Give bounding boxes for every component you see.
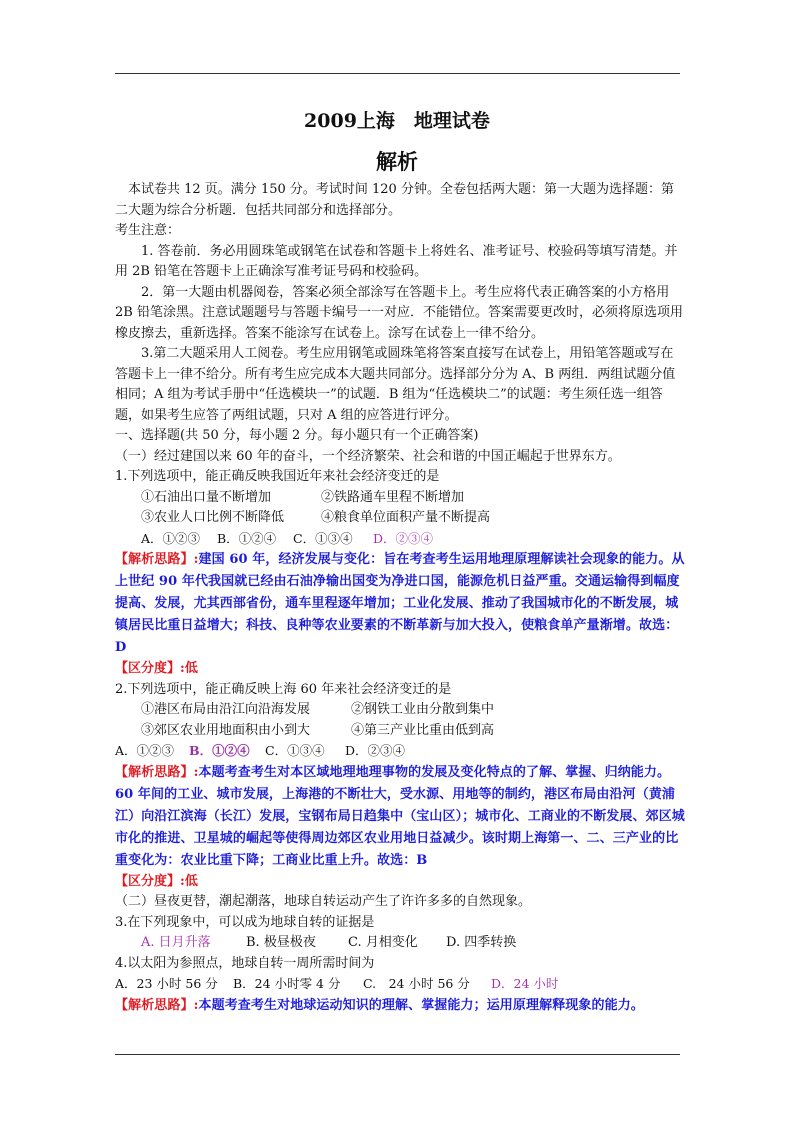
q1-stem: 1.下列选项中，能正确反映我国近年来社会经济变迁的是 [115,469,440,484]
top-rule [115,73,680,74]
q4-option-b: B．24 小时零 4 分 [233,976,341,991]
q2-statements-row-2 [115,721,685,742]
group-2-intro: （二）昼夜更替，潮起潮落，地球自转运动产生了许许多多的自然现象。 [115,894,532,909]
q2-statement-2: ②钢铁工业由分散到集中 [351,702,495,717]
page-title: 2009上海 地理试卷 [304,110,490,132]
q4-analysis-tag: 【解析思路】: [115,997,199,1013]
q1-options [115,529,685,550]
q3-option-b: B. 极昼极夜 [246,935,316,950]
q1-statement-1: ①石油出口量不断增加 [141,489,272,505]
q2-statement-4: ④第三产业比重由低到高 [351,722,495,738]
q4-stem: 4.以太阳为参照点，地球自转一周所需时间为 [115,955,375,971]
q4-option-a: A．23 小时 56 分 [115,976,218,991]
notice-item-2: 2．第一大题由机器阅卷，答案必须全部涂写在答题卡上。考生应将代表正确答案的小方格用 2B 铅笔涂黑。注意试题题号与答题卡编号一一对应．不能错位。答案需要更改时，必须将原选项用橡皮擦去，重新选择。答案不能涂写在试卷上。涂写在试卷上一律不给分。 [115,284,683,341]
q2-stem: 2.下列选项中，能正确反映上海 60 年来社会经济变迁的是 [115,681,452,697]
q2-option-a: A．①②③ [115,743,175,758]
page-subtitle: 解析 [376,149,418,174]
q1-statements-row-2 [115,508,685,529]
q1-option-b: B．①②④ [217,530,277,546]
q3-option-a: A. 日月升落 [141,935,211,950]
q2-options [115,741,685,762]
q4-analysis: 【解析思路】:本题考查考生对地球运动知识的理解、掌握能力；运用原理解释现象的能力。 [115,997,644,1013]
q1-statement-3: ③农业人口比例不断降低 [141,510,285,525]
q2-statement-3: ③郊区农业用地面积由小到大 [141,722,311,738]
q1-option-d: D．②③④ [373,530,434,546]
q1-option-c: C．①③④ [293,530,353,546]
q1-statement-4: ④粮食单位面积产量不断提高 [321,510,491,525]
q2-statement-1: ①港区布局由沿江向沿海发展 [141,702,311,717]
q2-option-d: D．②③④ [345,743,406,758]
q2-difficulty: 【区分度】:低 [115,873,198,889]
q3-option-c: C. 月相变化 [348,935,418,950]
q2-analysis: 【解析思路】:本题考查考生对本区域地理地理事物的发展及变化特点的了解、掌握、归纳能力。60 年间的工业、城市发展，上海港的不断壮大，受水源、用地等的制约，港区布局由沿河（黄浦江）向沿江滨海（长江）发展，宝钢布局日趋集中（宝山区）；城市化、工商业的不断发展、郊区城市化的推进、卫星城的崛起等使得周边郊区农业用地日益减少。该时期上海第一、二、三产业的比重变化为：农业比重下降；工商业比重上升。故选：B [115,764,685,868]
q2-option-b: B．①②④ [189,743,250,758]
q1-statement-2: ②铁路通车里程不断增加 [321,489,465,505]
q1-statements-row-1 [115,488,685,509]
q1-option-a: A．①②③ [141,530,201,546]
q2-option-c: C．①③④ [265,743,325,758]
notice-item-3: 3.第二大题采用人工阅卷。考生应用钢笔或圆珠笔将答案直接写在试卷上，用铅笔答题或写在答题卡上一律不给分。所有考生应完成本大题共同部分。选择部分分为 A、B 两组．两组试题分值相同；A 组为考试手册中“任选模块一”的试题．B 组为“任选模块二”的试题：考生须任选一组答题，如果考生应答了两组试题，只对 A 组的应答进行评分。 [115,346,676,423]
q4-option-c: C. 24 小时 56 分 [363,976,470,991]
q2-analysis-tag: 【解析思路】: [115,764,199,780]
q4-option-d: D．24 小时 [491,976,559,991]
notice-item-1: 1. 答卷前．务必用圆珠笔或钢笔在试卷和答题卡上将姓名、准考证号、校验码等填写清楚。并用 2B 铅笔在答题卡上正确涂写准考证号码和校验码。 [115,243,678,279]
q2-statements-row-1 [115,700,685,721]
q4-options [115,974,685,995]
q1-analysis-tag: 【解析思路】: [115,552,199,567]
group-1-intro: （一）经过建国以来 60 年的奋斗，一个经济繁荣、社会和谐的中国正崛起于世界东方。 [115,448,621,464]
q1-analysis: 【解析思路】:建国 60 年，经济发展与变化：旨在考查考生运用地理原理解读社会现象的能力。从上世纪 90 年代我国就已经由石油净输出国变为净进口国，能源危机日益严重。交通运输得到幅度提高、发展，尤其西部省份，通车里程逐年增加；工业化发展、推动了我国城市化的不断发展，城镇居民比重日益增大；科技、良种等农业要素的不断革新与加大投入，使粮食单产量渐增。故选：D [115,552,685,655]
document-body [115,180,685,1017]
section-title: 一、选择题(共 50 分，每小题 2 分。每小题只有一个正确答案) [115,428,479,443]
q3-options [115,933,685,954]
q1-difficulty: 【区分度】:低 [115,661,198,676]
bottom-rule [115,1054,680,1055]
intro-paragraph: 本试卷共 12 页。满分 150 分。考试时间 120 分钟。全卷包括两大题：第一大题为选择题：第二大题为综合分析题．包括共同部分和选择部分。 [115,182,674,218]
q3-stem: 3.在下列现象中，可以成为地球自转的证据是 [115,914,375,930]
notice-title: 考生注意： [115,223,181,238]
q3-option-d: D. 四季转换 [446,935,517,950]
